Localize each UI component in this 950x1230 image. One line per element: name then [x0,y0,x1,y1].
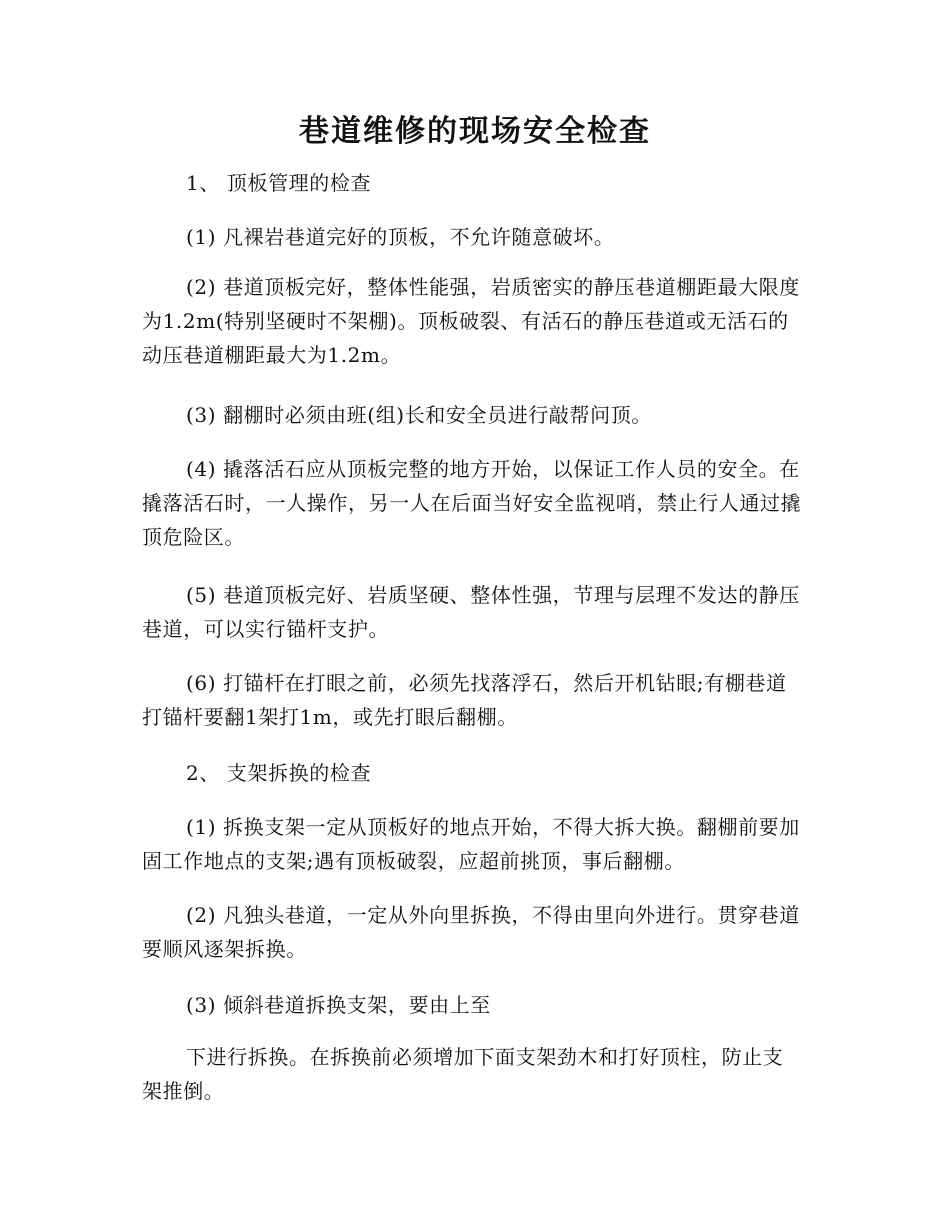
section-heading-roof: 1、 顶板管理的检查 [186,171,372,195]
paragraph: (1) 拆换支架一定从顶板好的地点开始，不得大拆大换。翻棚前要加固工作地点的支架;遇有顶板破裂，应超前挑顶，事后翻棚。 [142,815,800,873]
paragraph: (4) 撬落活石应从顶板完整的地方开始，以保证工作人员的安全。在撬落活石时，一人操作，另一人在后面当好安全监视哨，禁止行人通过撬顶危险区。 [142,457,802,549]
paragraph: (2) 凡独头巷道，一定从外向里拆换，不得由里向外进行。贯穿巷道要顺风逐架拆换。 [142,903,800,961]
paragraph: (2) 巷道顶板完好，整体性能强，岩质密实的静压巷道棚距最大限度为1.2m(特别坚硬时不架棚)。顶板破裂、有活石的静压巷道或无活石的动压巷道棚距最大为1.2m。 [142,275,800,367]
paragraph: (5) 巷道顶板完好、岩质坚硬、整体性强，节理与层理不发达的静压巷道，可以实行锚杆支护。 [142,583,800,641]
document-title: 巷道维修的现场安全检查 [299,114,651,149]
paragraph: (1) 凡裸岩巷道完好的顶板，不允许随意破坏。 [186,225,615,249]
paragraph: (3) 倾斜巷道拆换支架，要由上至 [186,993,491,1017]
section-heading-support: 2、 支架拆换的检查 [186,761,372,785]
paragraph: (3) 翻棚时必须由班(组)长和安全员进行敲帮问顶。 [186,403,652,427]
paragraph: (6) 打锚杆在打眼之前，必须先找落浮石，然后开机钻眼;有棚巷道打锚杆要翻1架打1m，或先打眼后翻棚。 [142,671,787,729]
paragraph: 下进行拆换。在拆换前必须增加下面支架劲木和打好顶柱，防止支架推倒。 [142,1045,784,1103]
